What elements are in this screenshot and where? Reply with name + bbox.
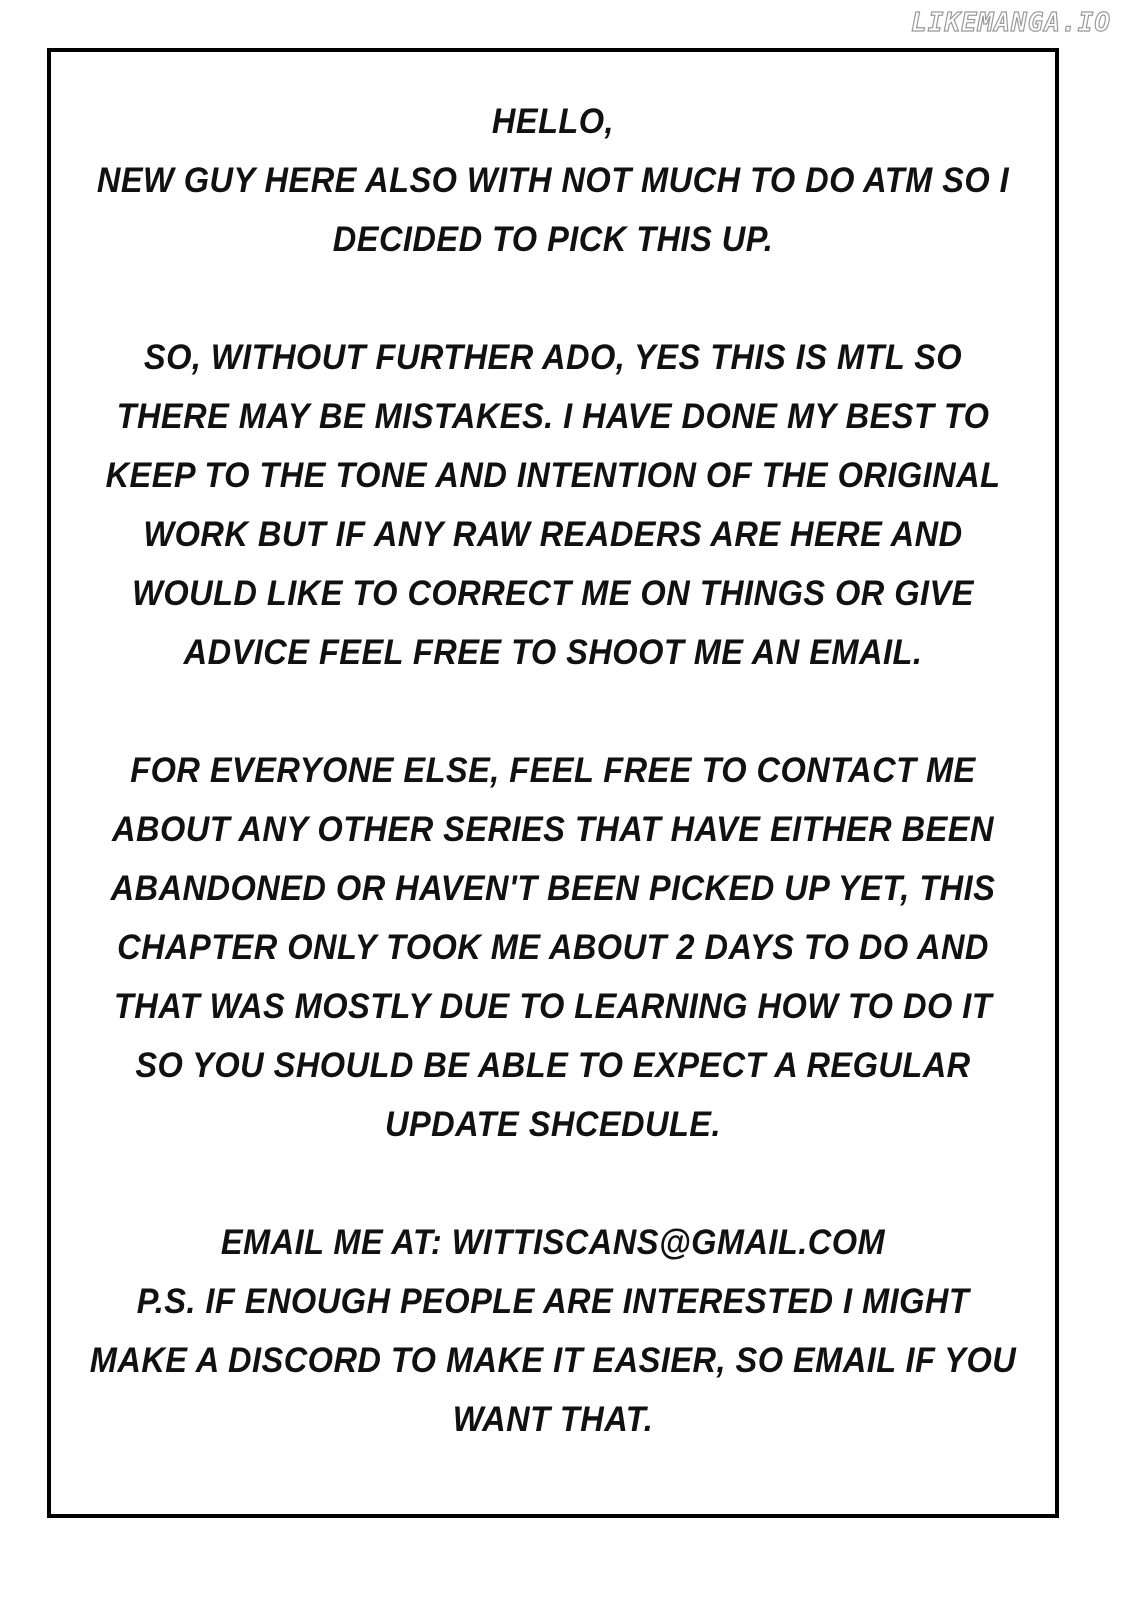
note-line: WOULD LIKE TO CORRECT ME ON THINGS OR GIVE: [132, 574, 974, 613]
note-line: THAT WAS MOSTLY DUE TO LEARNING HOW TO DO IT: [113, 987, 993, 1026]
note-line: MAKE A DISCORD TO MAKE IT EASIER, SO EMAIL IF YOU: [89, 1341, 1017, 1380]
note-line: THERE MAY BE MISTAKES. I HAVE DONE MY BEST TO: [116, 397, 990, 436]
note-line: CHAPTER ONLY TOOK ME ABOUT 2 DAYS TO DO AND: [117, 928, 989, 967]
note-line: UPDATE SHCEDULE.: [385, 1105, 721, 1144]
paragraph-gap: [86, 682, 1020, 741]
note-frame: [47, 48, 1059, 1518]
site-watermark: LIKEMANGA.IO: [911, 8, 1111, 38]
note-line: FOR EVERYONE ELSE, FEEL FREE TO CONTACT ME: [130, 751, 976, 790]
note-line: P.S. IF ENOUGH PEOPLE ARE INTERESTED I MIGHT: [136, 1282, 970, 1321]
note-line: WORK BUT IF ANY RAW READERS ARE HERE AND: [143, 515, 963, 554]
paragraph-gap: [86, 1154, 1020, 1213]
note-line: NEW GUY HERE ALSO WITH NOT MUCH TO DO ATM SO I: [96, 161, 1010, 200]
note-line: ABOUT ANY OTHER SERIES THAT HAVE EITHER BEEN: [112, 810, 994, 849]
note-line: SO, WITHOUT FURTHER ADO, YES THIS IS MTL SO: [143, 338, 963, 377]
note-line: ABANDONED OR HAVEN'T BEEN PICKED UP YET, THIS: [110, 869, 996, 908]
paragraph-gap: [86, 269, 1020, 328]
note-line: DECIDED TO PICK THIS UP.: [332, 220, 774, 259]
translator-note: [86, 92, 1020, 1449]
note-line: WANT THAT.: [452, 1400, 654, 1439]
note-line: SO YOU SHOULD BE ABLE TO EXPECT A REGULAR: [135, 1046, 971, 1085]
email-line: EMAIL ME AT: WITTISCANS@GMAIL.COM: [220, 1223, 886, 1262]
note-line: HELLO,: [491, 102, 615, 141]
note-line: KEEP TO THE TONE AND INTENTION OF THE ORIGINAL: [105, 456, 1001, 495]
note-line: ADVICE FEEL FREE TO SHOOT ME AN EMAIL.: [183, 633, 923, 672]
